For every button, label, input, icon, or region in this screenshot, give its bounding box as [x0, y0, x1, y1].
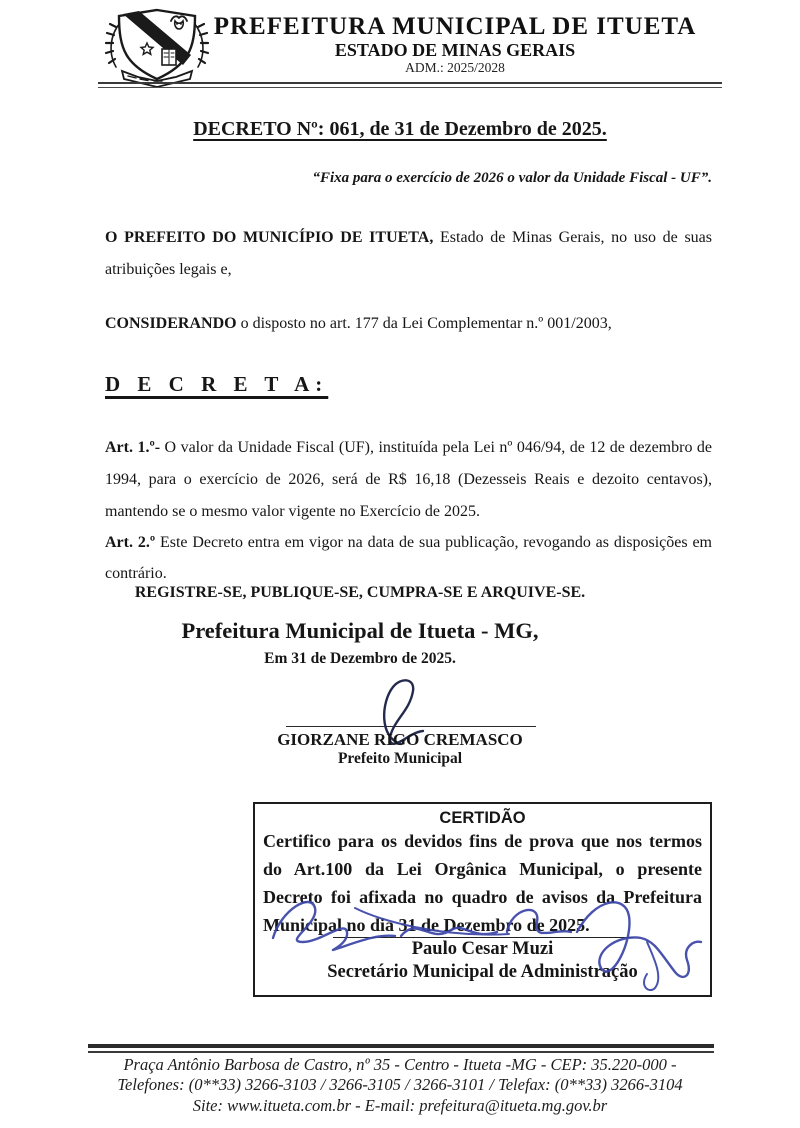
decree-considering — [105, 308, 712, 340]
date-line: Em 31 de Dezembro de 2025. — [264, 650, 456, 667]
state-name: ESTADO DE MINAS GERAIS — [334, 40, 576, 60]
article-2 — [105, 527, 712, 589]
header-divider — [98, 82, 722, 88]
certificate-box — [253, 802, 712, 997]
decree-preamble — [105, 222, 712, 286]
footer-phones: Telefones: (0**33) 3266-3103 / 3266-3105 / 3266-3101 / Telefax: (0**33) 3266-3104 — [117, 1075, 683, 1094]
certificate-title: CERTIDÃO — [439, 809, 526, 827]
footer-divider — [88, 1044, 714, 1053]
footer-address: Praça Antônio Barbosa de Castro, nº 35 - Centro - Itueta -MG - CEP: 35.220-000 - — [123, 1055, 677, 1074]
article-2-label: Art. 2.º — [105, 534, 156, 551]
decreta-heading: D E C R E T A: — [105, 372, 329, 396]
article-1-label: Art. 1.º- — [105, 439, 161, 456]
considering-lead: CONSIDERANDO — [105, 315, 237, 332]
mayor-role: Prefeito Municipal — [337, 750, 463, 767]
decree-title: DECRETO Nº: 061, de 31 de Dezembro de 2025. — [193, 118, 607, 140]
preamble-rest: Estado de Minas Gerais, no uso de suas atribuições legais e, — [105, 229, 713, 278]
preamble-lead: O PREFEITO DO MUNICÍPIO DE ITUETA, — [105, 229, 434, 246]
secretary-name: Paulo Cesar Muzi — [411, 939, 554, 959]
article-2-text: Este Decreto entra em vigor na data de sua publicação, revogando as disposições em contrário. — [105, 534, 712, 582]
secretary-role: Secretário Municipal de Administração — [327, 962, 638, 982]
footer-site-email: Site: www.itueta.com.br - E-mail: prefeitura@itueta.mg.gov.br — [192, 1096, 608, 1115]
closing-formula: REGISTRE-SE, PUBLIQUE-SE, CUMPRA-SE E ARQUIVE-SE. — [134, 584, 586, 601]
article-1-text: O valor da Unidade Fiscal (UF), instituída pela Lei nº 046/94, de 12 de dezembro de 1994, para o exercício de 2026, será de R$ 16,18 (Dezesseis Reais e dezoito centavos), mantendo se o mesmo valor vigente no Exercício de 2025. — [105, 439, 713, 520]
article-1 — [105, 432, 712, 528]
administration-term: ADM.: 2025/2028 — [405, 60, 505, 75]
place-line: Prefeitura Municipal de Itueta - MG, — [181, 618, 539, 643]
secretary-handwritten-signature — [259, 886, 707, 996]
certificate-body: Certifico para os devidos fins de prova que nos termos do Art.100 da Lei Orgânica Municipal, o presente Decreto foi afixada no quadro de avisos da Prefeitura Municipal no dia 31 de Dezembro de 2025. — [263, 831, 702, 935]
decree-epigraph: “Fixa para o exercício de 2026 o valor da Unidade Fiscal - UF”. — [312, 170, 712, 186]
municipality-name: PREFEITURA MUNICIPAL DE ITUETA — [213, 13, 697, 40]
mayor-name: GIORZANE RIGO CREMASCO — [277, 730, 523, 749]
considering-rest: o disposto no art. 177 da Lei Complementar n.º 001/2003, — [236, 315, 612, 332]
